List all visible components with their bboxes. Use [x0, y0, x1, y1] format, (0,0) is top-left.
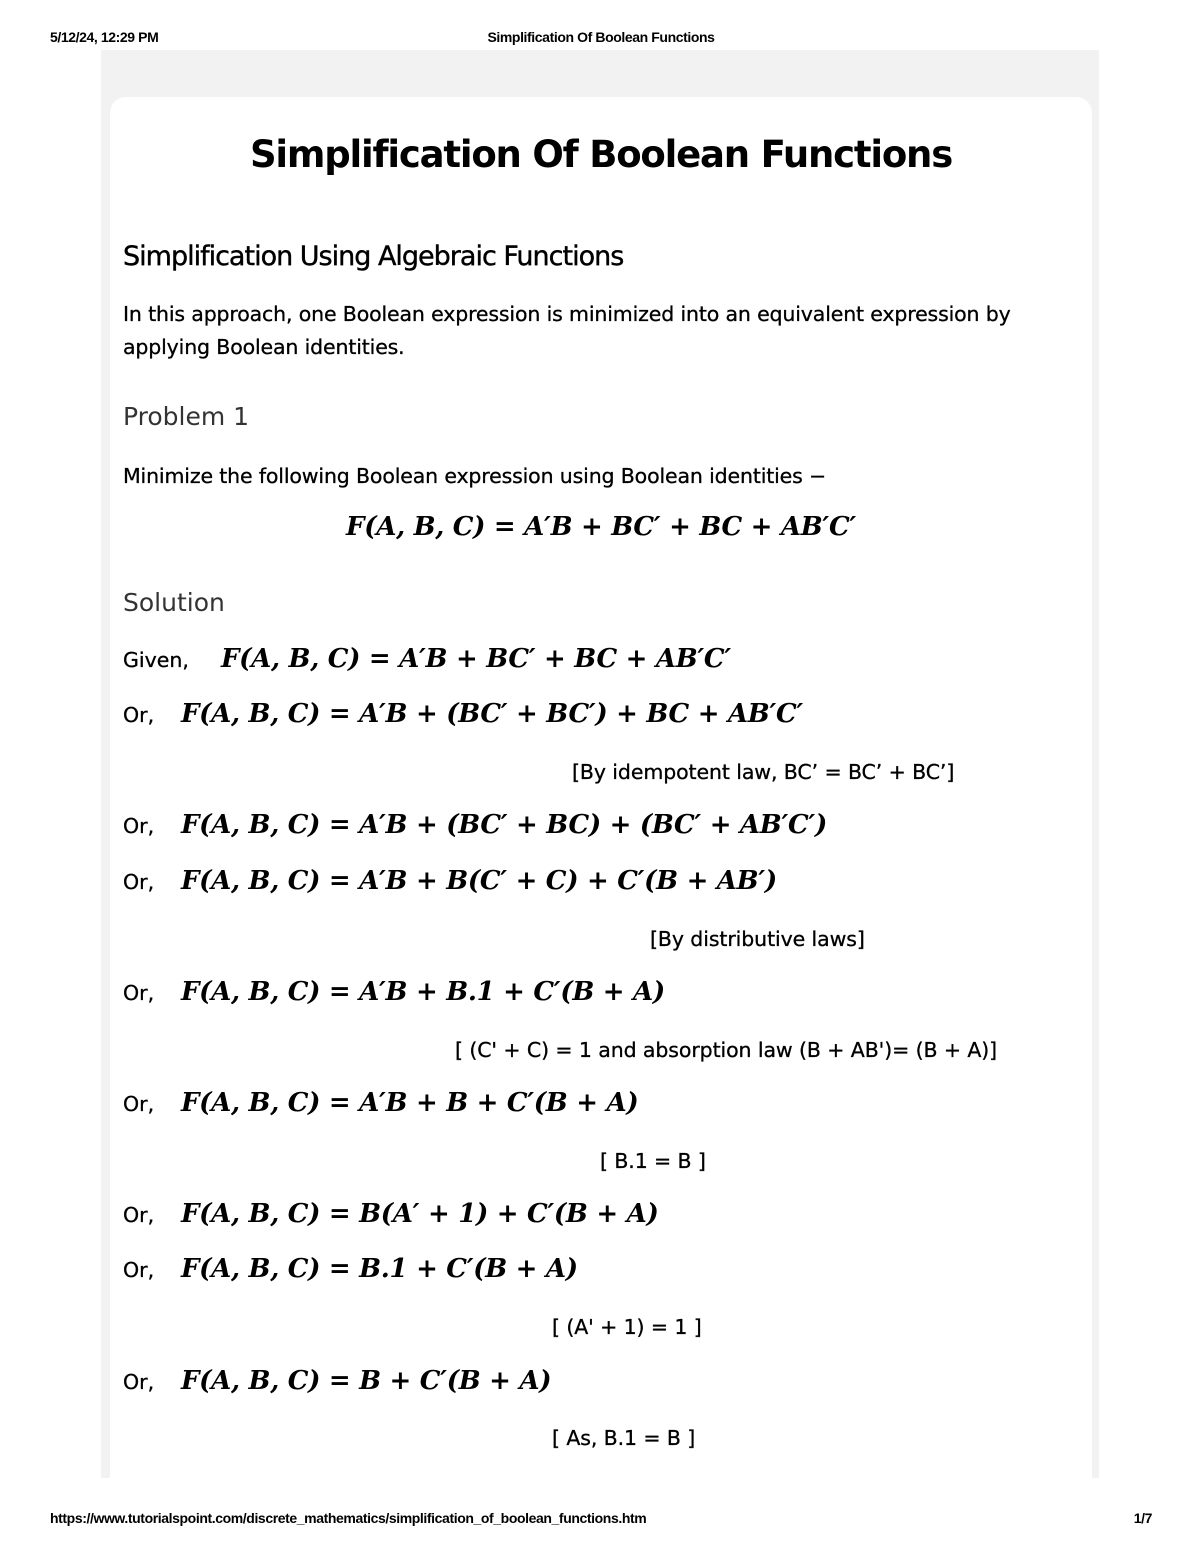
solution-step — [123, 977, 665, 1007]
step-equation: F(A, B, C) = A′B + B(C′ + C) + C′(B + AB′) — [181, 866, 777, 896]
print-doc-title: Simplification Of Boolean Functions — [487, 29, 715, 45]
step-equation: F(A, B, C) = A′B + B.1 + C′(B + A) — [181, 977, 665, 1007]
step-label: Or, — [123, 1203, 155, 1227]
solution-step — [123, 644, 731, 674]
step-note: [ (C' + C) = 1 and absorption law (B + AB')= (B + A)] — [455, 1038, 998, 1062]
step-note: [By idempotent law, BC’ = BC’ + BC’] — [572, 760, 955, 784]
solution-step — [123, 810, 827, 840]
step-label: Or, — [123, 814, 155, 838]
problem-heading: Problem 1 — [123, 402, 250, 431]
step-equation: F(A, B, C) = A′B + (BC′ + BC) + (BC′ + AB′C′) — [181, 810, 827, 840]
step-label: Or, — [123, 1092, 155, 1116]
step-label: Given, — [123, 648, 189, 672]
solution-heading: Solution — [123, 588, 225, 617]
step-note: [By distributive laws] — [650, 927, 865, 951]
step-label: Or, — [123, 981, 155, 1005]
step-note: [ (A' + 1) = 1 ] — [552, 1315, 702, 1339]
step-equation: F(A, B, C) = A′B + B + C′(B + A) — [181, 1088, 639, 1118]
solution-step — [123, 1254, 578, 1284]
intro-paragraph: In this approach, one Boolean expression is minimized into an equivalent expression by applying Boolean identities. — [123, 302, 1011, 359]
step-equation: F(A, B, C) = B + C′(B + A) — [181, 1366, 552, 1396]
solution-step — [123, 1366, 551, 1396]
print-header — [50, 29, 1152, 49]
step-note: [ B.1 = B ] — [600, 1149, 706, 1173]
page-title: Simplification Of Boolean Functions — [249, 133, 953, 176]
print-page-number: 1/7 — [1133, 1510, 1152, 1526]
step-equation: F(A, B, C) = B(A′ + 1) + C′(B + A) — [181, 1199, 659, 1229]
print-date: 5/12/24, 12:29 PM — [50, 29, 159, 45]
print-footer — [50, 1510, 1152, 1530]
solution-step — [123, 699, 803, 729]
step-label: Or, — [123, 703, 155, 727]
solution-step — [123, 1199, 658, 1229]
solution-step — [123, 1088, 638, 1118]
solution-step — [123, 866, 777, 896]
step-equation: F(A, B, C) = A′B + (BC′ + BC′) + BC + AB′C′ — [181, 699, 803, 729]
step-equation: F(A, B, C) = A′B + BC′ + BC + AB′C′ — [221, 644, 731, 674]
step-note: [ As, B.1 = B ] — [552, 1426, 696, 1450]
section-title: Simplification Using Algebraic Functions — [123, 241, 624, 272]
problem-equation: F(A, B, C) = A′B + BC′ + BC + AB′C′ — [346, 512, 856, 542]
print-url: https://www.tutorialspoint.com/discrete_mathematics/simplification_of_boolean_functions.htm — [50, 1510, 647, 1526]
step-equation: F(A, B, C) = B.1 + C′(B + A) — [181, 1254, 578, 1284]
step-label: Or, — [123, 1258, 155, 1282]
step-label: Or, — [123, 1370, 155, 1394]
problem-statement: Minimize the following Boolean expression using Boolean identities − — [123, 464, 827, 488]
step-label: Or, — [123, 870, 155, 894]
